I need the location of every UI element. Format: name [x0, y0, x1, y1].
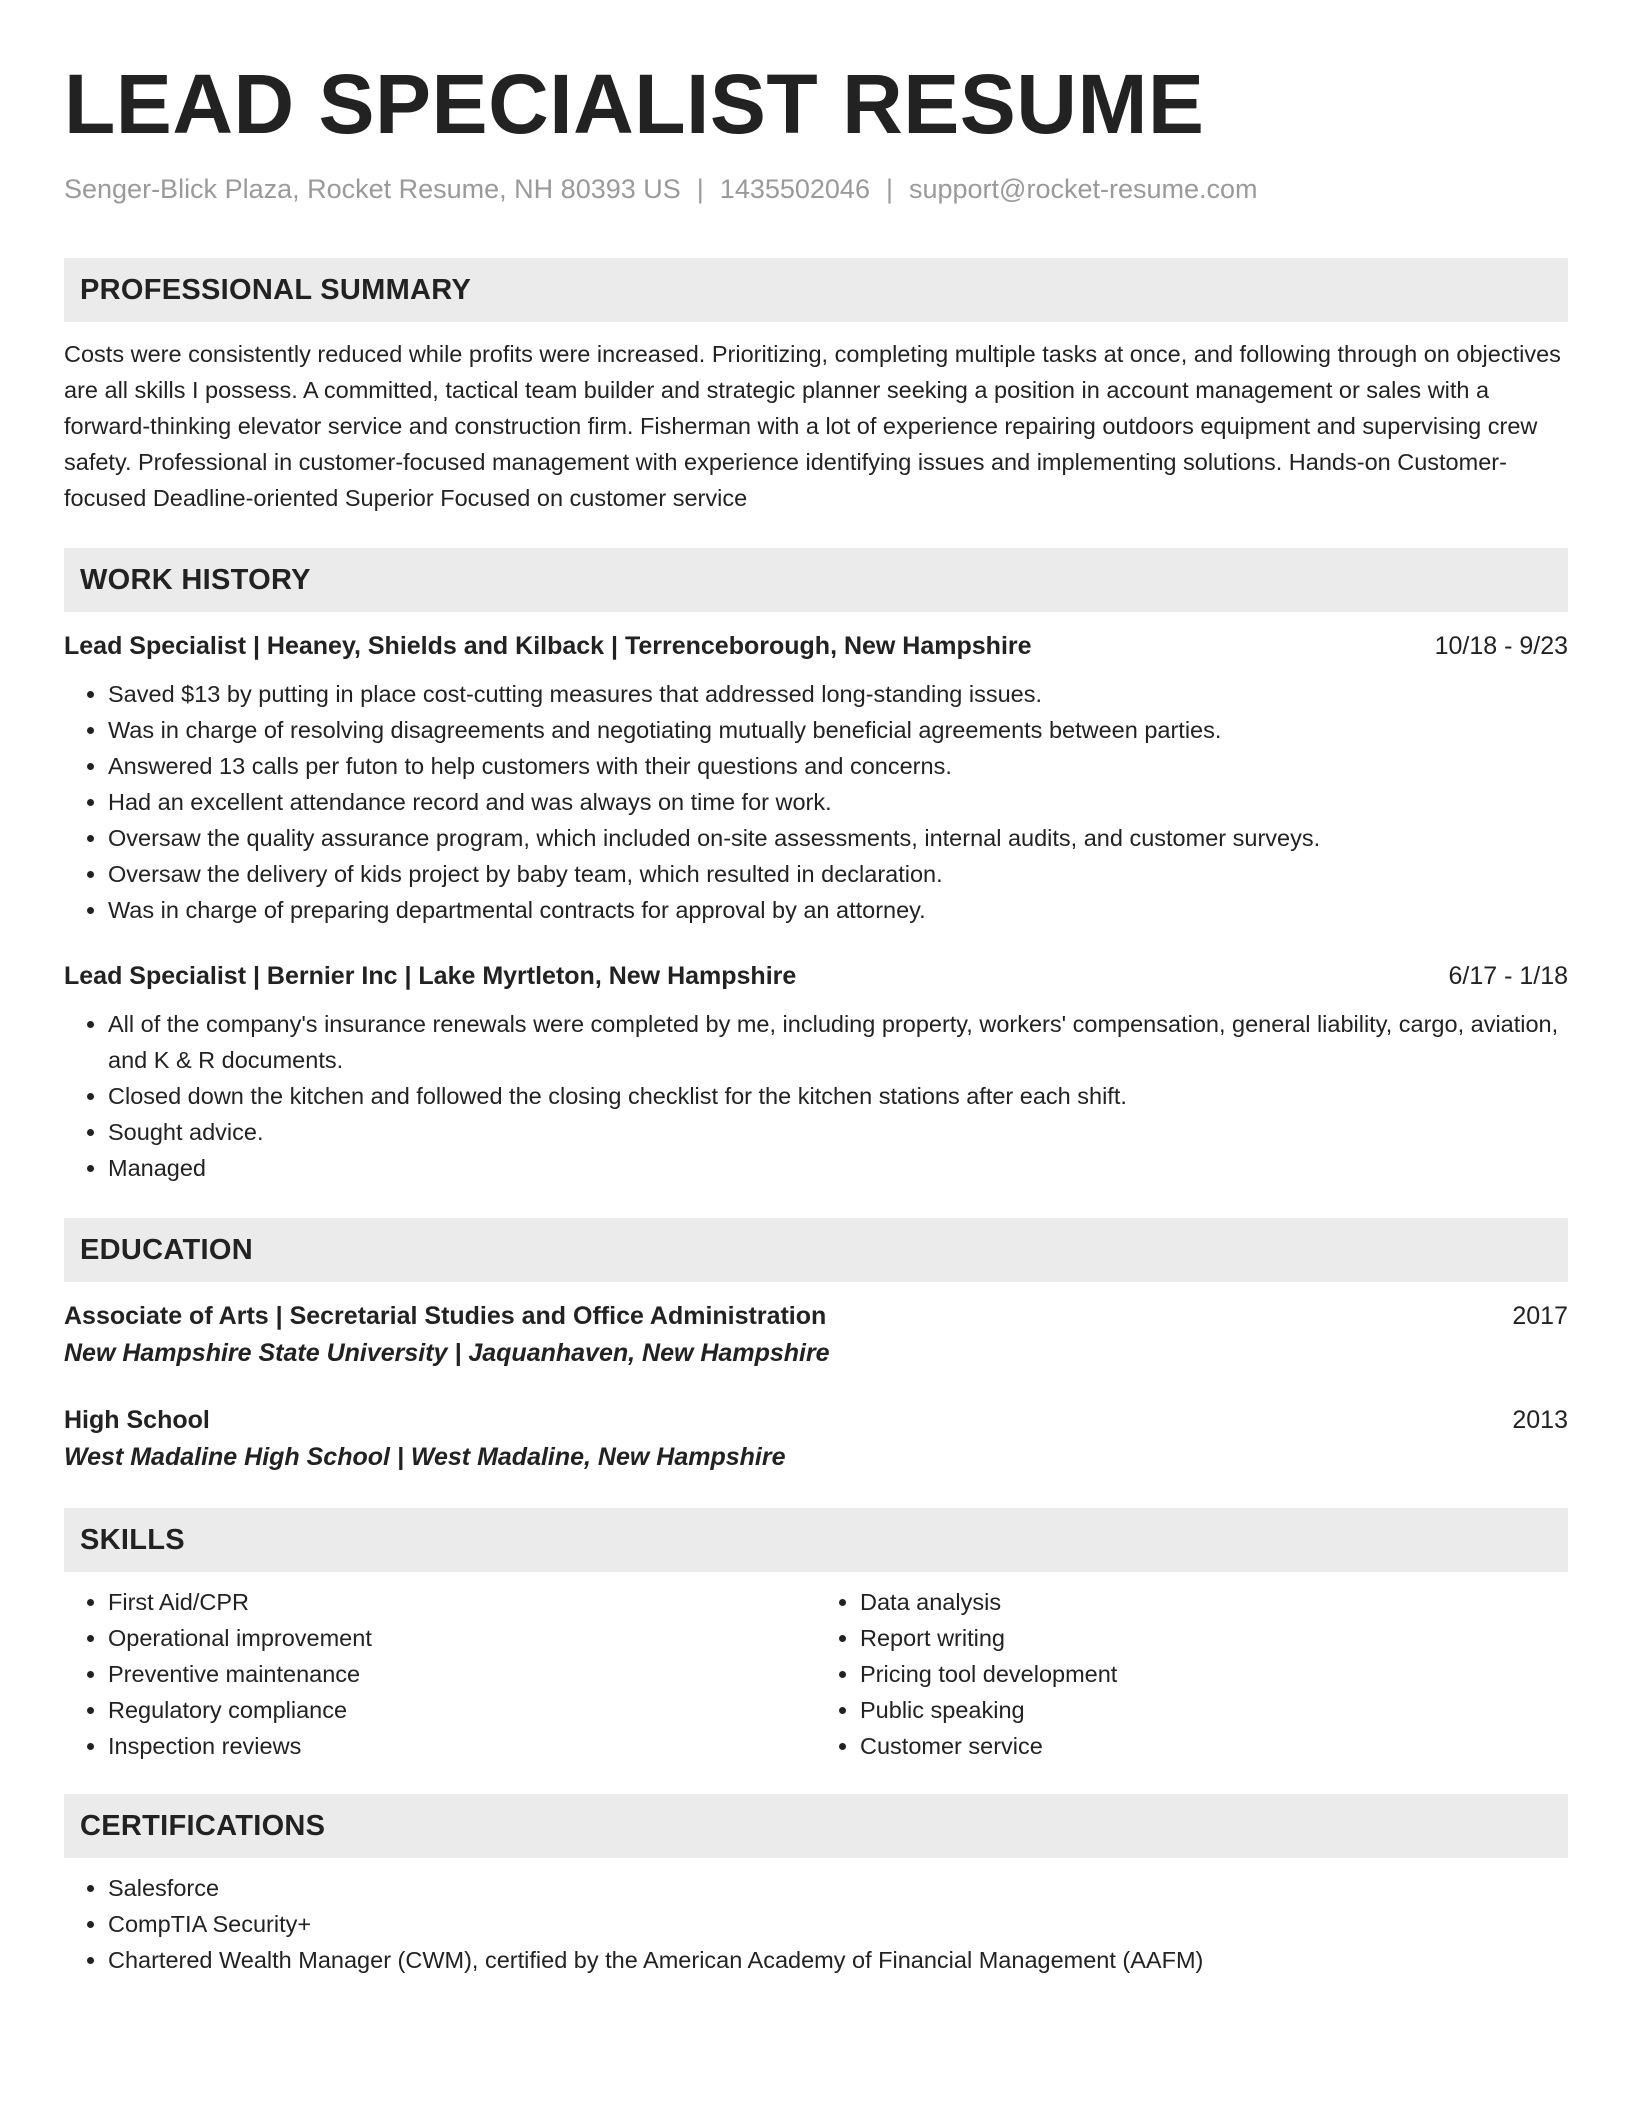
job-bullet: • Oversaw the delivery of kids project by baby team, which resulted in declaration.	[108, 856, 1568, 892]
school-name: New Hampshire State University | Jaquanhaven, New Hampshire	[64, 1339, 830, 1367]
job-title: Lead Specialist | Bernier Inc | Lake Myrtleton, New Hampshire	[64, 962, 797, 990]
contact-email: support@rocket-resume.com	[908, 174, 1258, 204]
degree-title: Associate of Arts | Secretarial Studies and Office Administration	[64, 1302, 827, 1330]
school-name: West Madaline High School | West Madaline, New Hampshire	[64, 1443, 786, 1471]
job-dates: 6/17 - 1/18	[1448, 962, 1568, 990]
skill-item: • Data analysis	[860, 1584, 1568, 1620]
contact-phone: 1435502046	[719, 174, 870, 204]
job-entry	[64, 628, 1568, 928]
section-heading-summary: PROFESSIONAL SUMMARY	[64, 258, 1568, 322]
job-bullets	[64, 676, 1568, 928]
education-entry	[64, 1402, 1568, 1476]
job-dates: 10/18 - 9/23	[1434, 632, 1568, 660]
skill-item: • Preventive maintenance	[108, 1656, 816, 1692]
graduation-year: 2013	[1512, 1406, 1568, 1434]
resume-title: LEAD SPECIALIST RESUME	[64, 57, 1205, 151]
skill-item: • Public speaking	[860, 1692, 1568, 1728]
job-bullet: • Oversaw the quality assurance program, which included on-site assessments, internal audits, and customer surveys.	[108, 820, 1568, 856]
certification-list	[64, 1870, 1568, 1978]
certification-item: • Salesforce	[108, 1870, 1568, 1906]
job-bullet: • Was in charge of resolving disagreements and negotiating mutually beneficial agreements between parties.	[108, 712, 1568, 748]
job-title: Lead Specialist | Heaney, Shields and Kilback | Terrenceborough, New Hampshire	[64, 632, 1032, 660]
education-header	[64, 1402, 1568, 1438]
job-bullet: • Closed down the kitchen and followed the closing checklist for the kitchen stations after each shift.	[108, 1078, 1568, 1114]
job-bullet: • Managed	[108, 1150, 1568, 1186]
section-heading-certifications: CERTIFICATIONS	[64, 1794, 1568, 1858]
certification-item: • Chartered Wealth Manager (CWM), certified by the American Academy of Financial Management (AAFM)	[108, 1942, 1568, 1978]
job-header	[64, 628, 1568, 664]
contact-address: Senger-Blick Plaza, Rocket Resume, NH 80393 US	[64, 174, 681, 204]
section-heading-work-history: WORK HISTORY	[64, 548, 1568, 612]
skill-item: • Report writing	[860, 1620, 1568, 1656]
skill-item: • Regulatory compliance	[108, 1692, 816, 1728]
job-entry	[64, 958, 1568, 1186]
job-bullet: • Had an excellent attendance record and was always on time for work.	[108, 784, 1568, 820]
skill-item: • Inspection reviews	[108, 1728, 816, 1764]
skill-item: • Pricing tool development	[860, 1656, 1568, 1692]
job-header	[64, 958, 1568, 994]
section-heading-skills: SKILLS	[64, 1508, 1568, 1572]
job-bullet: • Sought advice.	[108, 1114, 1568, 1150]
skills-column-right	[816, 1584, 1568, 1764]
education-header	[64, 1298, 1568, 1334]
skills-column-left	[64, 1584, 816, 1764]
skill-item: • First Aid/CPR	[108, 1584, 816, 1620]
job-bullets	[64, 1006, 1568, 1186]
contact-separator: |	[885, 174, 893, 204]
job-bullet: • Answered 13 calls per futon to help customers with their questions and concerns.	[108, 748, 1568, 784]
graduation-year: 2017	[1512, 1302, 1568, 1330]
contact-separator: |	[696, 174, 704, 204]
job-bullet: • All of the company's insurance renewals were completed by me, including property, workers' compensation, general liability, cargo, aviation, and K & R documents.	[108, 1006, 1568, 1078]
skill-item: • Operational improvement	[108, 1620, 816, 1656]
summary-text: Costs were consistently reduced while profits were increased. Prioritizing, completing multiple tasks at once, and following through on objectives are all skills I possess. A committed, tactical team builder and strategic planner seeking a position in account management or sales with a forward-thinking elevator service and construction firm. Fisherman with a lot of experience repairing outdoors equipment and supervising crew safety. Professional in customer-focused management with experience identifying issues and implementing solutions. Hands-on Customer-focused Deadline-oriented Superior Focused on customer service	[64, 341, 1561, 511]
skill-item: • Customer service	[860, 1728, 1568, 1764]
education-entry	[64, 1298, 1568, 1372]
contact-line	[64, 172, 1568, 206]
section-heading-education: EDUCATION	[64, 1218, 1568, 1282]
job-bullet: • Saved $13 by putting in place cost-cutting measures that addressed long-standing issues.	[108, 676, 1568, 712]
job-bullet: • Was in charge of preparing departmental contracts for approval by an attorney.	[108, 892, 1568, 928]
skills-grid	[64, 1584, 1568, 1764]
degree-title: High School	[64, 1406, 210, 1434]
certification-item: • CompTIA Security+	[108, 1906, 1568, 1942]
